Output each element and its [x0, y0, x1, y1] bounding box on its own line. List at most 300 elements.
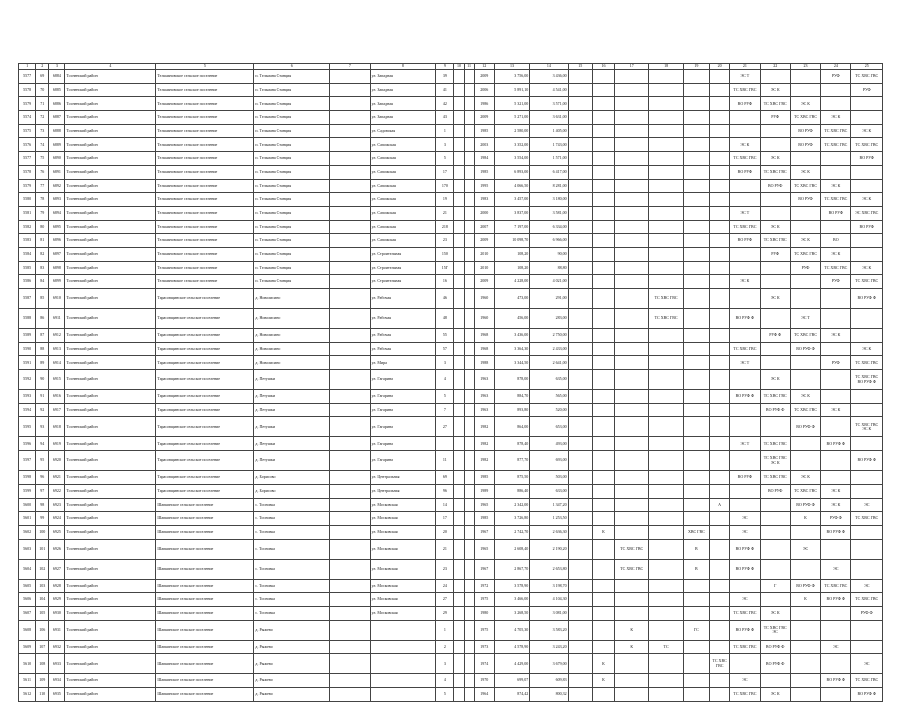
table-cell-col-8: ул. Сапожская — [370, 206, 436, 220]
table-cell-col-23: ЭС К — [790, 390, 820, 404]
table-cell-col-22 — [760, 512, 790, 526]
table-cell-col-1: 5608 — [19, 620, 36, 640]
table-cell-col-9: 3 — [436, 138, 454, 152]
table-cell-col-15 — [568, 309, 592, 329]
column-number-8: 8 — [370, 64, 436, 70]
table-cell-col-5: Тарасовщинское сельское поселение — [156, 471, 254, 485]
table-cell-col-12: 1995 — [474, 179, 494, 193]
table-cell-col-16 — [592, 193, 614, 207]
table-cell-col-17 — [615, 484, 649, 498]
table-cell-col-3: 6888 — [49, 124, 65, 138]
table-cell-col-19 — [683, 329, 709, 343]
table-row — [19, 152, 883, 166]
table-cell-col-24: ТС ХВС ГВС — [821, 138, 851, 152]
table-cell-col-23: ВО РУФ Ф — [790, 498, 820, 512]
table-cell-col-15 — [568, 593, 592, 607]
column-number-15: 15 — [568, 64, 592, 70]
table-cell-col-20 — [710, 179, 730, 193]
table-cell-col-14: 1 253,50 — [530, 512, 568, 526]
table-cell-col-22: ТС ХВС ГВС — [760, 165, 790, 179]
table-cell-col-10 — [454, 70, 464, 84]
table-cell-col-13: 3 466,00 — [494, 593, 529, 607]
table-cell-col-20 — [710, 124, 730, 138]
table-row — [19, 206, 883, 220]
table-cell-col-23 — [790, 674, 820, 688]
table-cell-col-14: 633,00 — [530, 484, 568, 498]
table-cell-col-3: 6932 — [49, 640, 65, 654]
table-cell-col-3: 6918 — [49, 417, 65, 437]
table-cell-col-1: 5606 — [19, 593, 36, 607]
table-cell-col-14: 1 571,00 — [530, 152, 568, 166]
table-cell-col-20 — [710, 559, 730, 579]
table-cell-col-14: 3 583,20 — [530, 620, 568, 640]
table-cell-col-21 — [730, 498, 760, 512]
table-cell-col-25 — [851, 111, 883, 125]
table-cell-col-2: 100 — [36, 525, 49, 539]
table-cell-col-5: Тарасовщинское сельское поселение — [156, 390, 254, 404]
table-cell-col-10 — [454, 342, 464, 356]
table-cell-col-14: 2 641,00 — [530, 356, 568, 370]
table-cell-col-14: 3 243,20 — [530, 640, 568, 654]
table-cell-col-6: п. Тельмана Станция — [254, 70, 330, 84]
table-cell-col-24 — [821, 83, 851, 97]
table-cell-col-13: 7 197,00 — [494, 220, 529, 234]
table-cell-col-8: ул. Центральная — [370, 484, 436, 498]
table-cell-col-7 — [330, 261, 370, 275]
table-cell-col-21 — [730, 403, 760, 417]
table-cell-col-8: ул. Рабочая — [370, 289, 436, 309]
table-cell-col-14: 1 743,00 — [530, 138, 568, 152]
table-cell-col-12: 1964 — [474, 688, 494, 702]
table-cell-col-3: 6884 — [49, 70, 65, 84]
table-cell-col-16 — [592, 152, 614, 166]
table-cell-col-23 — [790, 370, 820, 390]
table-cell-col-16 — [592, 97, 614, 111]
table-cell-col-18 — [649, 559, 683, 579]
table-cell-col-22: ТС ХВС ГВС ЭС К — [760, 451, 790, 471]
table-cell-col-14: 88,80 — [530, 261, 568, 275]
table-cell-col-1: 5579 — [19, 179, 36, 193]
table-cell-col-25 — [851, 179, 883, 193]
table-cell-col-8: ул. Строительная — [370, 247, 436, 261]
table-cell-col-25: ТС ХВС ГВС — [851, 70, 883, 84]
table-cell-col-20 — [710, 111, 730, 125]
table-cell-col-24 — [821, 390, 851, 404]
table-cell-col-8: ул. Московская — [370, 579, 436, 593]
table-cell-col-5: Шапкинское сельское поселение — [156, 498, 254, 512]
table-cell-col-19 — [683, 606, 709, 620]
table-cell-col-8: ул. Сапожская — [370, 138, 436, 152]
table-cell-col-3: 6933 — [49, 654, 65, 674]
table-cell-col-13: 4 066,50 — [494, 179, 529, 193]
table-cell-col-22: ЭС К — [760, 289, 790, 309]
table-cell-col-6: п. Тельмана Станция — [254, 179, 330, 193]
table-cell-col-2: 87 — [36, 329, 49, 343]
table-cell-col-5: Тельмановское сельское поселение — [156, 179, 254, 193]
table-cell-col-10 — [454, 370, 464, 390]
table-cell-col-18 — [649, 674, 683, 688]
table-cell-col-23: РУФ — [790, 261, 820, 275]
table-cell-col-18 — [649, 471, 683, 485]
table-cell-col-3: 6890 — [49, 152, 65, 166]
table-cell-col-11 — [464, 640, 474, 654]
table-cell-col-3: 6894 — [49, 206, 65, 220]
table-cell-col-25: ТС ХВС ГВС ВО РУФ Ф — [851, 370, 883, 390]
table-cell-col-2: 73 — [36, 124, 49, 138]
table-cell-col-23 — [790, 437, 820, 451]
table-cell-col-3: 6926 — [49, 539, 65, 559]
table-cell-col-9: 170 — [436, 179, 454, 193]
table-cell-col-12: 2009 — [474, 275, 494, 289]
table-cell-col-14: 8 281,00 — [530, 179, 568, 193]
table-cell-col-25: ЭС — [851, 579, 883, 593]
table-cell-col-13: 3 268,50 — [494, 606, 529, 620]
table-cell-col-12: 1975 — [474, 620, 494, 640]
table-cell-col-7 — [330, 654, 370, 674]
table-cell-col-24: ЭС К — [821, 179, 851, 193]
table-cell-col-13: 2 742,70 — [494, 525, 529, 539]
table-cell-col-7 — [330, 674, 370, 688]
table-cell-col-19 — [683, 674, 709, 688]
table-cell-col-15 — [568, 206, 592, 220]
table-cell-col-17: К — [615, 620, 649, 640]
table-cell-col-13: 4 578,90 — [494, 640, 529, 654]
table-cell-col-5: Тарасовщинское сельское поселение — [156, 289, 254, 309]
table-cell-col-2: 69 — [36, 70, 49, 84]
table-cell-col-12: 1963 — [474, 370, 494, 390]
table-cell-col-18 — [649, 342, 683, 356]
table-cell-col-5: Шапкинское сельское поселение — [156, 620, 254, 640]
table-cell-col-5: Шапкинское сельское поселение — [156, 539, 254, 559]
table-cell-col-2: 77 — [36, 179, 49, 193]
table-cell-col-21: ЭС Т — [730, 356, 760, 370]
table-cell-col-21 — [730, 124, 760, 138]
table-cell-col-2: 99 — [36, 512, 49, 526]
table-cell-col-18 — [649, 437, 683, 451]
table-cell-col-21: ВО РУФ Ф — [730, 539, 760, 559]
table-cell-col-20: А — [710, 498, 730, 512]
table-cell-col-12: 2000 — [474, 206, 494, 220]
table-cell-col-9: 55 — [436, 329, 454, 343]
table-cell-col-20 — [710, 261, 730, 275]
table-cell-col-13: 3 726,80 — [494, 512, 529, 526]
table-cell-col-19 — [683, 206, 709, 220]
table-cell-col-21: ВО РУФ Ф — [730, 309, 760, 329]
table-cell-col-3: 6934 — [49, 674, 65, 688]
table-cell-col-7 — [330, 247, 370, 261]
table-cell-col-2: 90 — [36, 370, 49, 390]
column-number-13: 13 — [494, 64, 529, 70]
table-cell-col-10 — [454, 484, 464, 498]
table-cell-col-7 — [330, 370, 370, 390]
table-cell-col-4: Тосненский район — [65, 498, 156, 512]
table-cell-col-25: ТС ХВС ГВС — [851, 275, 883, 289]
table-cell-col-24: ВО РУФ Ф — [821, 674, 851, 688]
table-cell-col-6: д. Рыжево — [254, 674, 330, 688]
table-cell-col-19 — [683, 247, 709, 261]
column-number-10: 10 — [454, 64, 464, 70]
table-cell-col-11 — [464, 417, 474, 437]
table-cell-col-11 — [464, 275, 474, 289]
column-number-1: 1 — [19, 64, 36, 70]
table-cell-col-16 — [592, 512, 614, 526]
table-cell-col-10 — [454, 403, 464, 417]
table-cell-col-19 — [683, 688, 709, 702]
table-cell-col-19 — [683, 111, 709, 125]
table-cell-col-15 — [568, 451, 592, 471]
table-cell-col-12: 1984 — [474, 152, 494, 166]
table-cell-col-16 — [592, 484, 614, 498]
table-cell-col-7 — [330, 193, 370, 207]
table-cell-col-11 — [464, 165, 474, 179]
table-cell-col-20 — [710, 83, 730, 97]
table-cell-col-3: 6895 — [49, 220, 65, 234]
table-cell-col-1: 5576 — [19, 138, 36, 152]
table-cell-col-6: п. Тельмана Станция — [254, 83, 330, 97]
table-cell-col-23: ТС ХВС ГВС — [790, 403, 820, 417]
table-cell-col-12: 1989 — [474, 484, 494, 498]
table-cell-col-12: 2007 — [474, 220, 494, 234]
table-cell-col-24: ЭС К — [821, 329, 851, 343]
table-cell-col-12: 1985 — [474, 512, 494, 526]
table-cell-col-3: 6929 — [49, 593, 65, 607]
table-cell-col-25: ВО РУФ Ф — [851, 688, 883, 702]
table-cell-col-10 — [454, 152, 464, 166]
table-cell-col-13: 2 867,70 — [494, 559, 529, 579]
table-cell-col-21: ВО РУФ Ф — [730, 390, 760, 404]
table-cell-col-24: ВО — [821, 234, 851, 248]
table-cell-col-17 — [615, 390, 649, 404]
table-cell-col-25: ТС ХВС ГВС — [851, 593, 883, 607]
table-cell-col-6: д. Новолисино — [254, 342, 330, 356]
table-cell-col-12: 2003 — [474, 138, 494, 152]
table-cell-col-4: Тосненский район — [65, 688, 156, 702]
table-cell-col-2: 104 — [36, 593, 49, 607]
table-cell-col-18 — [649, 220, 683, 234]
table-cell-col-3: 6897 — [49, 247, 65, 261]
table-row — [19, 525, 883, 539]
table-cell-col-25: ВО РУФ — [851, 220, 883, 234]
table-cell-col-12: 1965 — [474, 498, 494, 512]
table-cell-col-11 — [464, 654, 474, 674]
table-cell-col-10 — [454, 111, 464, 125]
table-cell-col-2: 75 — [36, 152, 49, 166]
table-cell-col-15 — [568, 234, 592, 248]
table-cell-col-12: 1982 — [474, 417, 494, 437]
table-cell-col-10 — [454, 179, 464, 193]
table-cell-col-15 — [568, 342, 592, 356]
table-cell-col-20 — [710, 451, 730, 471]
table-cell-col-20 — [710, 342, 730, 356]
table-cell-col-2: 82 — [36, 247, 49, 261]
table-cell-col-10 — [454, 356, 464, 370]
table-cell-col-9: 150 — [436, 247, 454, 261]
table-cell-col-25: ТС ХВС ГВС — [851, 674, 883, 688]
table-cell-col-18 — [649, 654, 683, 674]
table-cell-col-12: 1970 — [474, 674, 494, 688]
table-row — [19, 138, 883, 152]
table-cell-col-23 — [790, 70, 820, 84]
table-cell-col-25 — [851, 559, 883, 579]
table-cell-col-15 — [568, 525, 592, 539]
table-cell-col-15 — [568, 512, 592, 526]
table-cell-col-17 — [615, 97, 649, 111]
table-cell-col-7 — [330, 451, 370, 471]
table-cell-col-6: д. Петушки — [254, 451, 330, 471]
table-cell-col-4: Тосненский район — [65, 70, 156, 84]
table-cell-col-21: ВО РУФ Ф — [730, 559, 760, 579]
table-cell-col-7 — [330, 165, 370, 179]
table-row — [19, 688, 883, 702]
table-cell-col-3: 6912 — [49, 329, 65, 343]
table-cell-col-18 — [649, 261, 683, 275]
table-cell-col-18 — [649, 179, 683, 193]
table-cell-col-5: Шапкинское сельское поселение — [156, 606, 254, 620]
table-cell-col-19 — [683, 471, 709, 485]
table-cell-col-16 — [592, 206, 614, 220]
table-cell-col-3: 6893 — [49, 193, 65, 207]
table-cell-col-10 — [454, 390, 464, 404]
table-row — [19, 309, 883, 329]
table-cell-col-13: 893,80 — [494, 403, 529, 417]
table-cell-col-25: ТС ХВС ГВС — [851, 356, 883, 370]
column-number-16: 16 — [592, 64, 614, 70]
table-cell-col-15 — [568, 471, 592, 485]
table-cell-col-11 — [464, 579, 474, 593]
table-cell-col-22: ЭС К — [760, 83, 790, 97]
table-cell-col-25: ТС ХВС ГВС — [851, 138, 883, 152]
table-cell-col-15 — [568, 289, 592, 309]
table-cell-col-5: Тарасовщинское сельское поселение — [156, 403, 254, 417]
table-cell-col-22: РУФ — [760, 247, 790, 261]
table-cell-col-3: 6923 — [49, 498, 65, 512]
table-cell-col-25 — [851, 390, 883, 404]
table-cell-col-20 — [710, 309, 730, 329]
table-cell-col-24 — [821, 309, 851, 329]
table-cell-col-15 — [568, 247, 592, 261]
table-cell-col-3: 6911 — [49, 309, 65, 329]
table-cell-col-12: 1973 — [474, 640, 494, 654]
table-cell-col-4: Тосненский район — [65, 370, 156, 390]
table-cell-col-3: 6921 — [49, 471, 65, 485]
table-cell-col-8: ул. Западная — [370, 97, 436, 111]
table-cell-col-12: 1985 — [474, 471, 494, 485]
table-cell-col-10 — [454, 471, 464, 485]
table-cell-col-17 — [615, 370, 649, 390]
table-cell-col-9: 69 — [436, 471, 454, 485]
table-cell-col-14: 4 021,00 — [530, 275, 568, 289]
table-cell-col-25: ЭС К — [851, 193, 883, 207]
table-cell-col-18 — [649, 688, 683, 702]
table-cell-col-9: 27 — [436, 417, 454, 437]
table-cell-col-25 — [851, 437, 883, 451]
table-cell-col-7 — [330, 342, 370, 356]
table-cell-col-24 — [821, 451, 851, 471]
table-cell-col-1: 5609 — [19, 640, 36, 654]
table-cell-col-10 — [454, 654, 464, 674]
table-cell-col-22: ЭС К — [760, 220, 790, 234]
table-cell-col-1: 5583 — [19, 234, 36, 248]
table-cell-col-18 — [649, 620, 683, 640]
table-cell-col-1: 5587 — [19, 289, 36, 309]
table-cell-col-24 — [821, 289, 851, 309]
table-cell-col-13: 6 893,00 — [494, 165, 529, 179]
table-cell-col-7 — [330, 640, 370, 654]
table-cell-col-13: 4 705,30 — [494, 620, 529, 640]
table-cell-col-19 — [683, 138, 709, 152]
table-cell-col-20 — [710, 70, 730, 84]
table-cell-col-22: РУФ — [760, 111, 790, 125]
table-cell-col-23 — [790, 620, 820, 640]
table-cell-col-24: ЭС К — [821, 484, 851, 498]
table-cell-col-9: 24 — [436, 579, 454, 593]
table-cell-col-16 — [592, 329, 614, 343]
table-cell-col-22 — [760, 356, 790, 370]
table-cell-col-15 — [568, 165, 592, 179]
table-row — [19, 471, 883, 485]
table-cell-col-9: 39 — [436, 70, 454, 84]
table-cell-col-1: 5577 — [19, 152, 36, 166]
table-cell-col-5: Тельмановское сельское поселение — [156, 83, 254, 97]
table-cell-col-16 — [592, 579, 614, 593]
table-cell-col-11 — [464, 289, 474, 309]
table-cell-col-2: 71 — [36, 97, 49, 111]
table-cell-col-10 — [454, 539, 464, 559]
column-number-5: 5 — [156, 64, 254, 70]
table-cell-col-5: Шапкинское сельское поселение — [156, 512, 254, 526]
table-row — [19, 620, 883, 640]
table-cell-col-22 — [760, 70, 790, 84]
table-cell-col-20 — [710, 403, 730, 417]
table-cell-col-22: ЭС К — [760, 606, 790, 620]
table-cell-col-22 — [760, 593, 790, 607]
table-cell-col-23: ТС ХВС ГВС — [790, 111, 820, 125]
table-cell-col-20 — [710, 674, 730, 688]
table-cell-col-7 — [330, 593, 370, 607]
table-cell-col-2: 106 — [36, 620, 49, 640]
spreadsheet-page — [18, 63, 883, 702]
table-cell-col-1: 5578 — [19, 165, 36, 179]
table-cell-col-2: 95 — [36, 451, 49, 471]
table-cell-col-13: 4 228,00 — [494, 275, 529, 289]
table-cell-col-15 — [568, 674, 592, 688]
table-cell-col-25: ЭС К — [851, 261, 883, 275]
table-cell-col-2: 74 — [36, 138, 49, 152]
table-cell-col-16 — [592, 356, 614, 370]
table-cell-col-11 — [464, 206, 474, 220]
table-cell-col-17 — [615, 234, 649, 248]
table-cell-col-16: К — [592, 525, 614, 539]
table-cell-col-21: ЭС К — [730, 138, 760, 152]
table-cell-col-24 — [821, 152, 851, 166]
table-cell-col-8: ул. Московская — [370, 498, 436, 512]
table-cell-col-10 — [454, 275, 464, 289]
table-cell-col-7 — [330, 70, 370, 84]
table-cell-col-20 — [710, 165, 730, 179]
table-cell-col-12: 1960 — [474, 289, 494, 309]
table-cell-col-3: 6892 — [49, 179, 65, 193]
table-cell-col-7 — [330, 289, 370, 309]
table-cell-col-23: ЭС — [790, 539, 820, 559]
table-cell-col-18 — [649, 275, 683, 289]
table-row — [19, 640, 883, 654]
table-cell-col-21 — [730, 193, 760, 207]
table-cell-col-1: 5574 — [19, 111, 36, 125]
table-row — [19, 674, 883, 688]
table-cell-col-4: Тосненский район — [65, 403, 156, 417]
table-cell-col-21 — [730, 247, 760, 261]
table-cell-col-10 — [454, 417, 464, 437]
